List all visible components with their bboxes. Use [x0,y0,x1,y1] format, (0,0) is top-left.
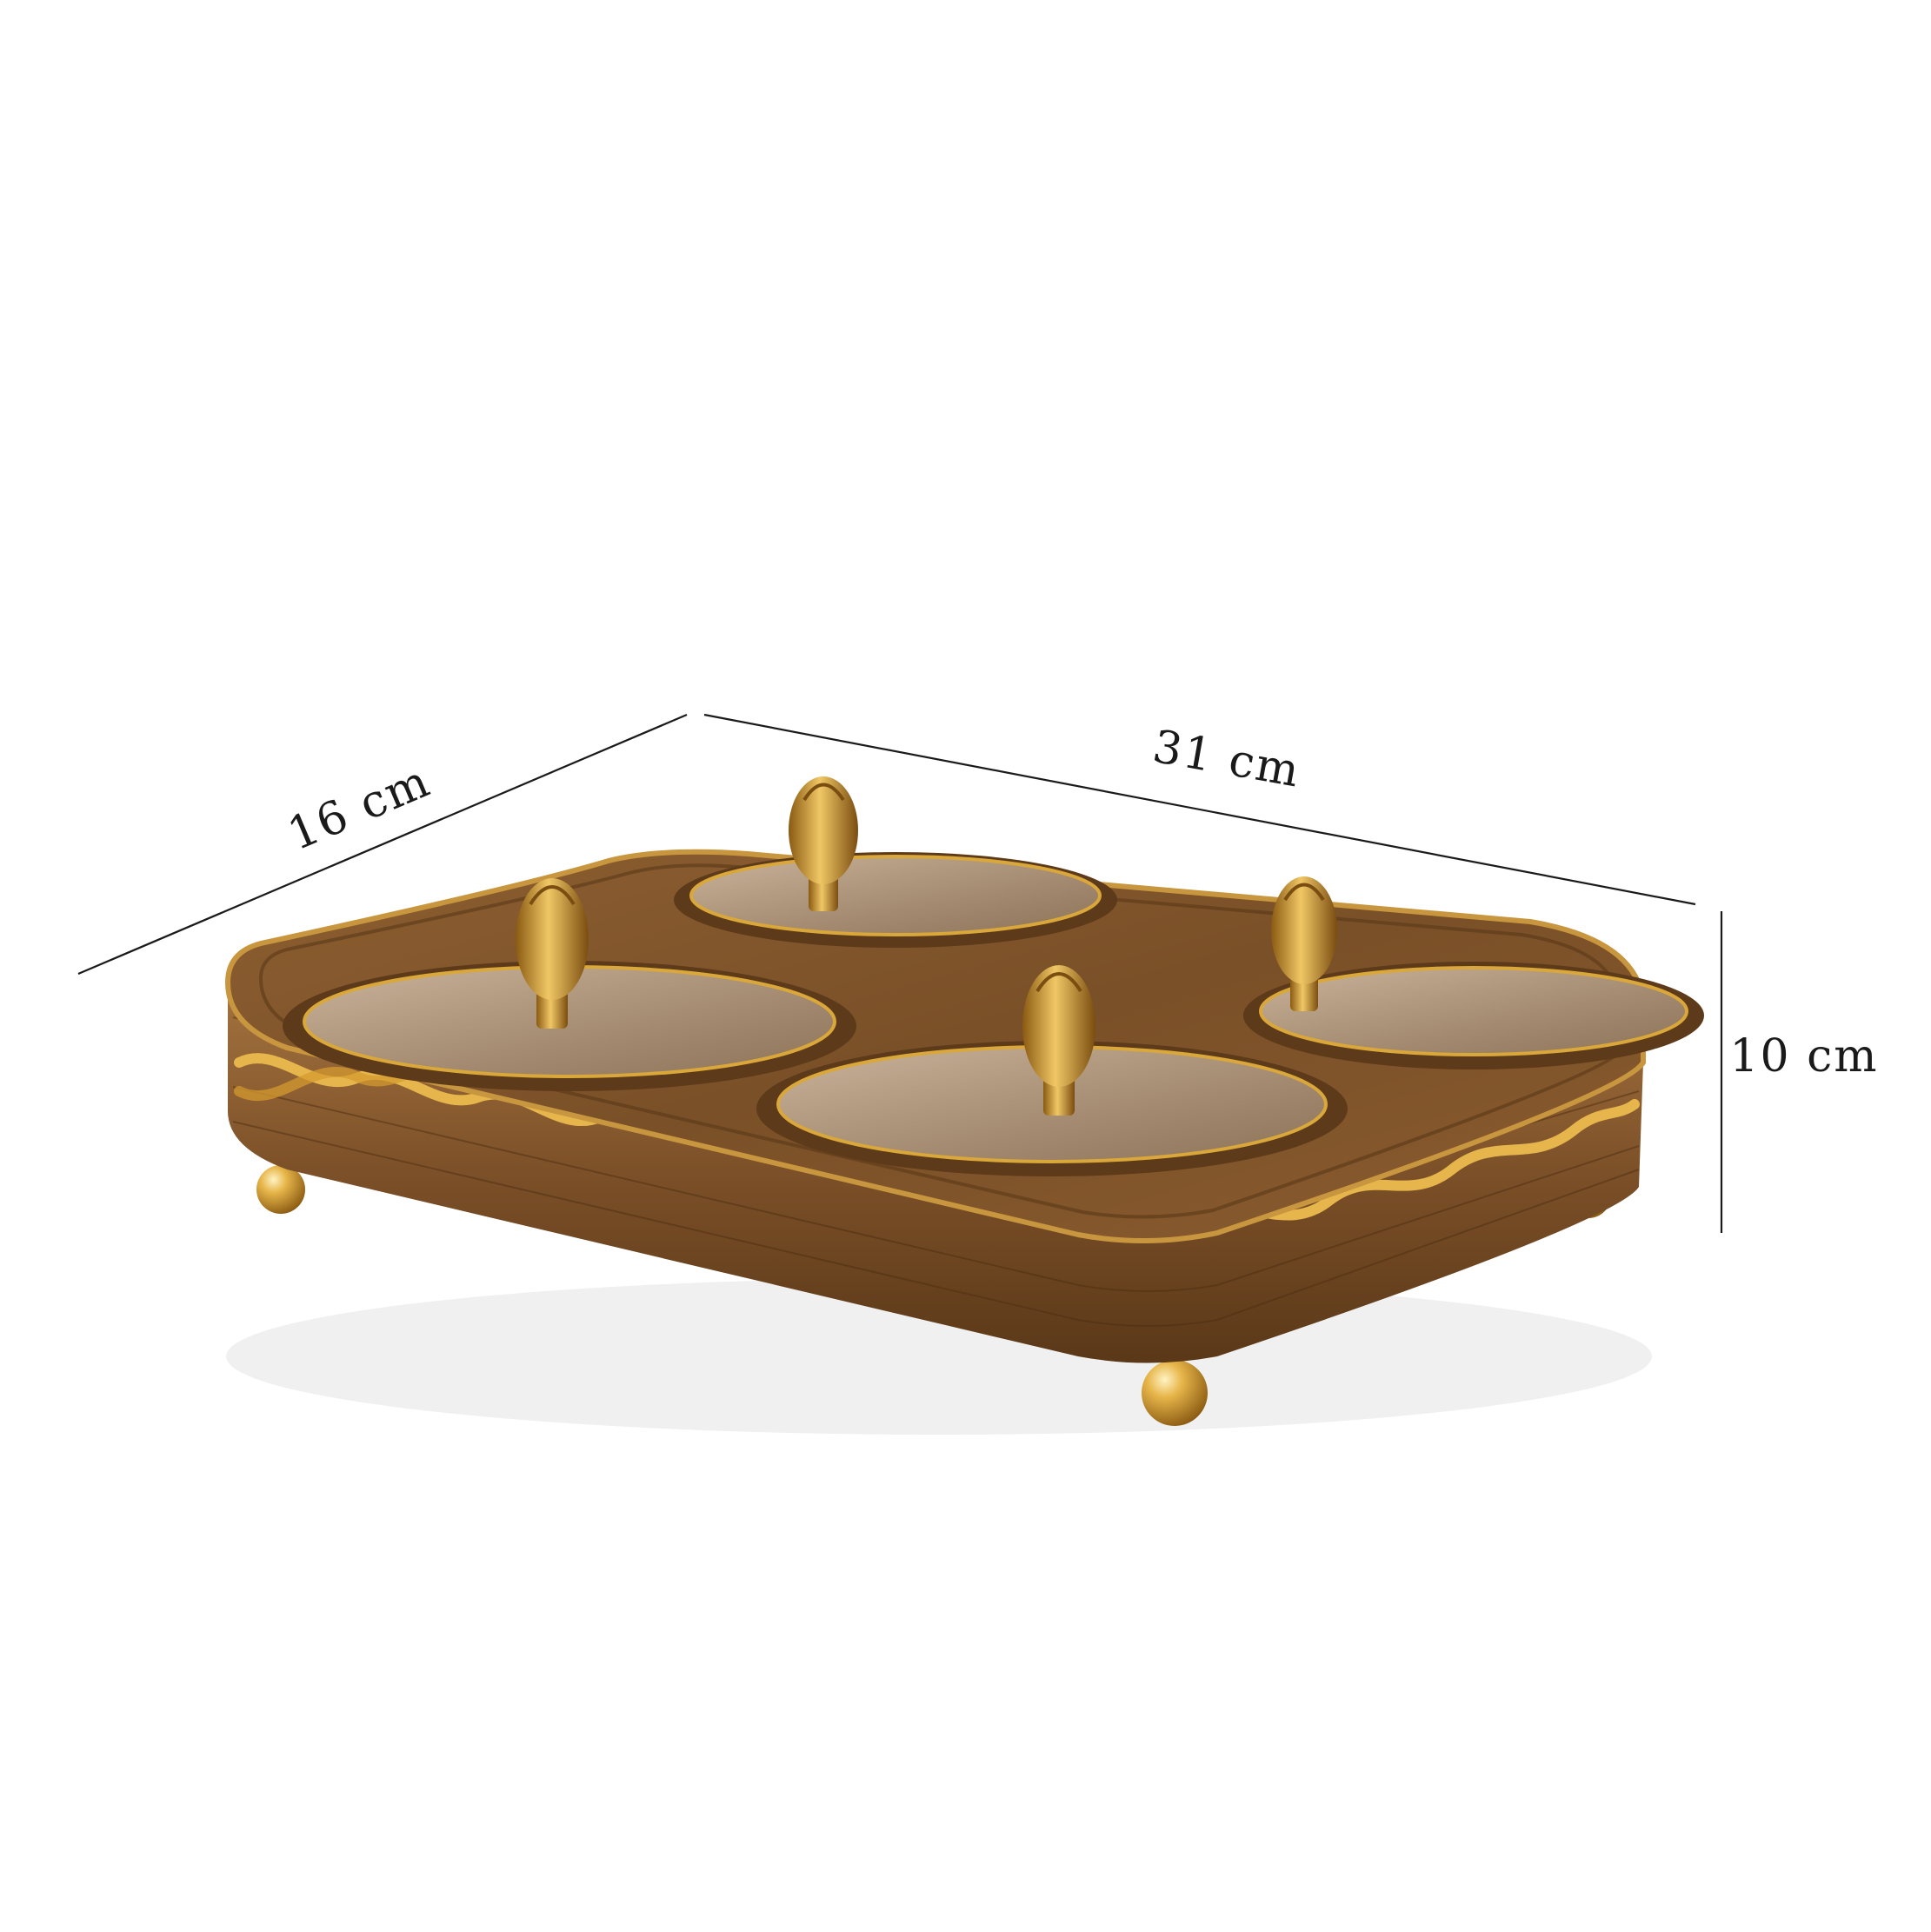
width-label: 31 cm [1149,720,1305,798]
tray [226,776,1704,1435]
foot-front [1142,1360,1208,1426]
depth-label: 16 cm [280,755,438,862]
foot-back-left [256,1165,305,1214]
height-label: 10 cm [1729,1030,1879,1083]
compartment-back-right [674,852,1117,948]
